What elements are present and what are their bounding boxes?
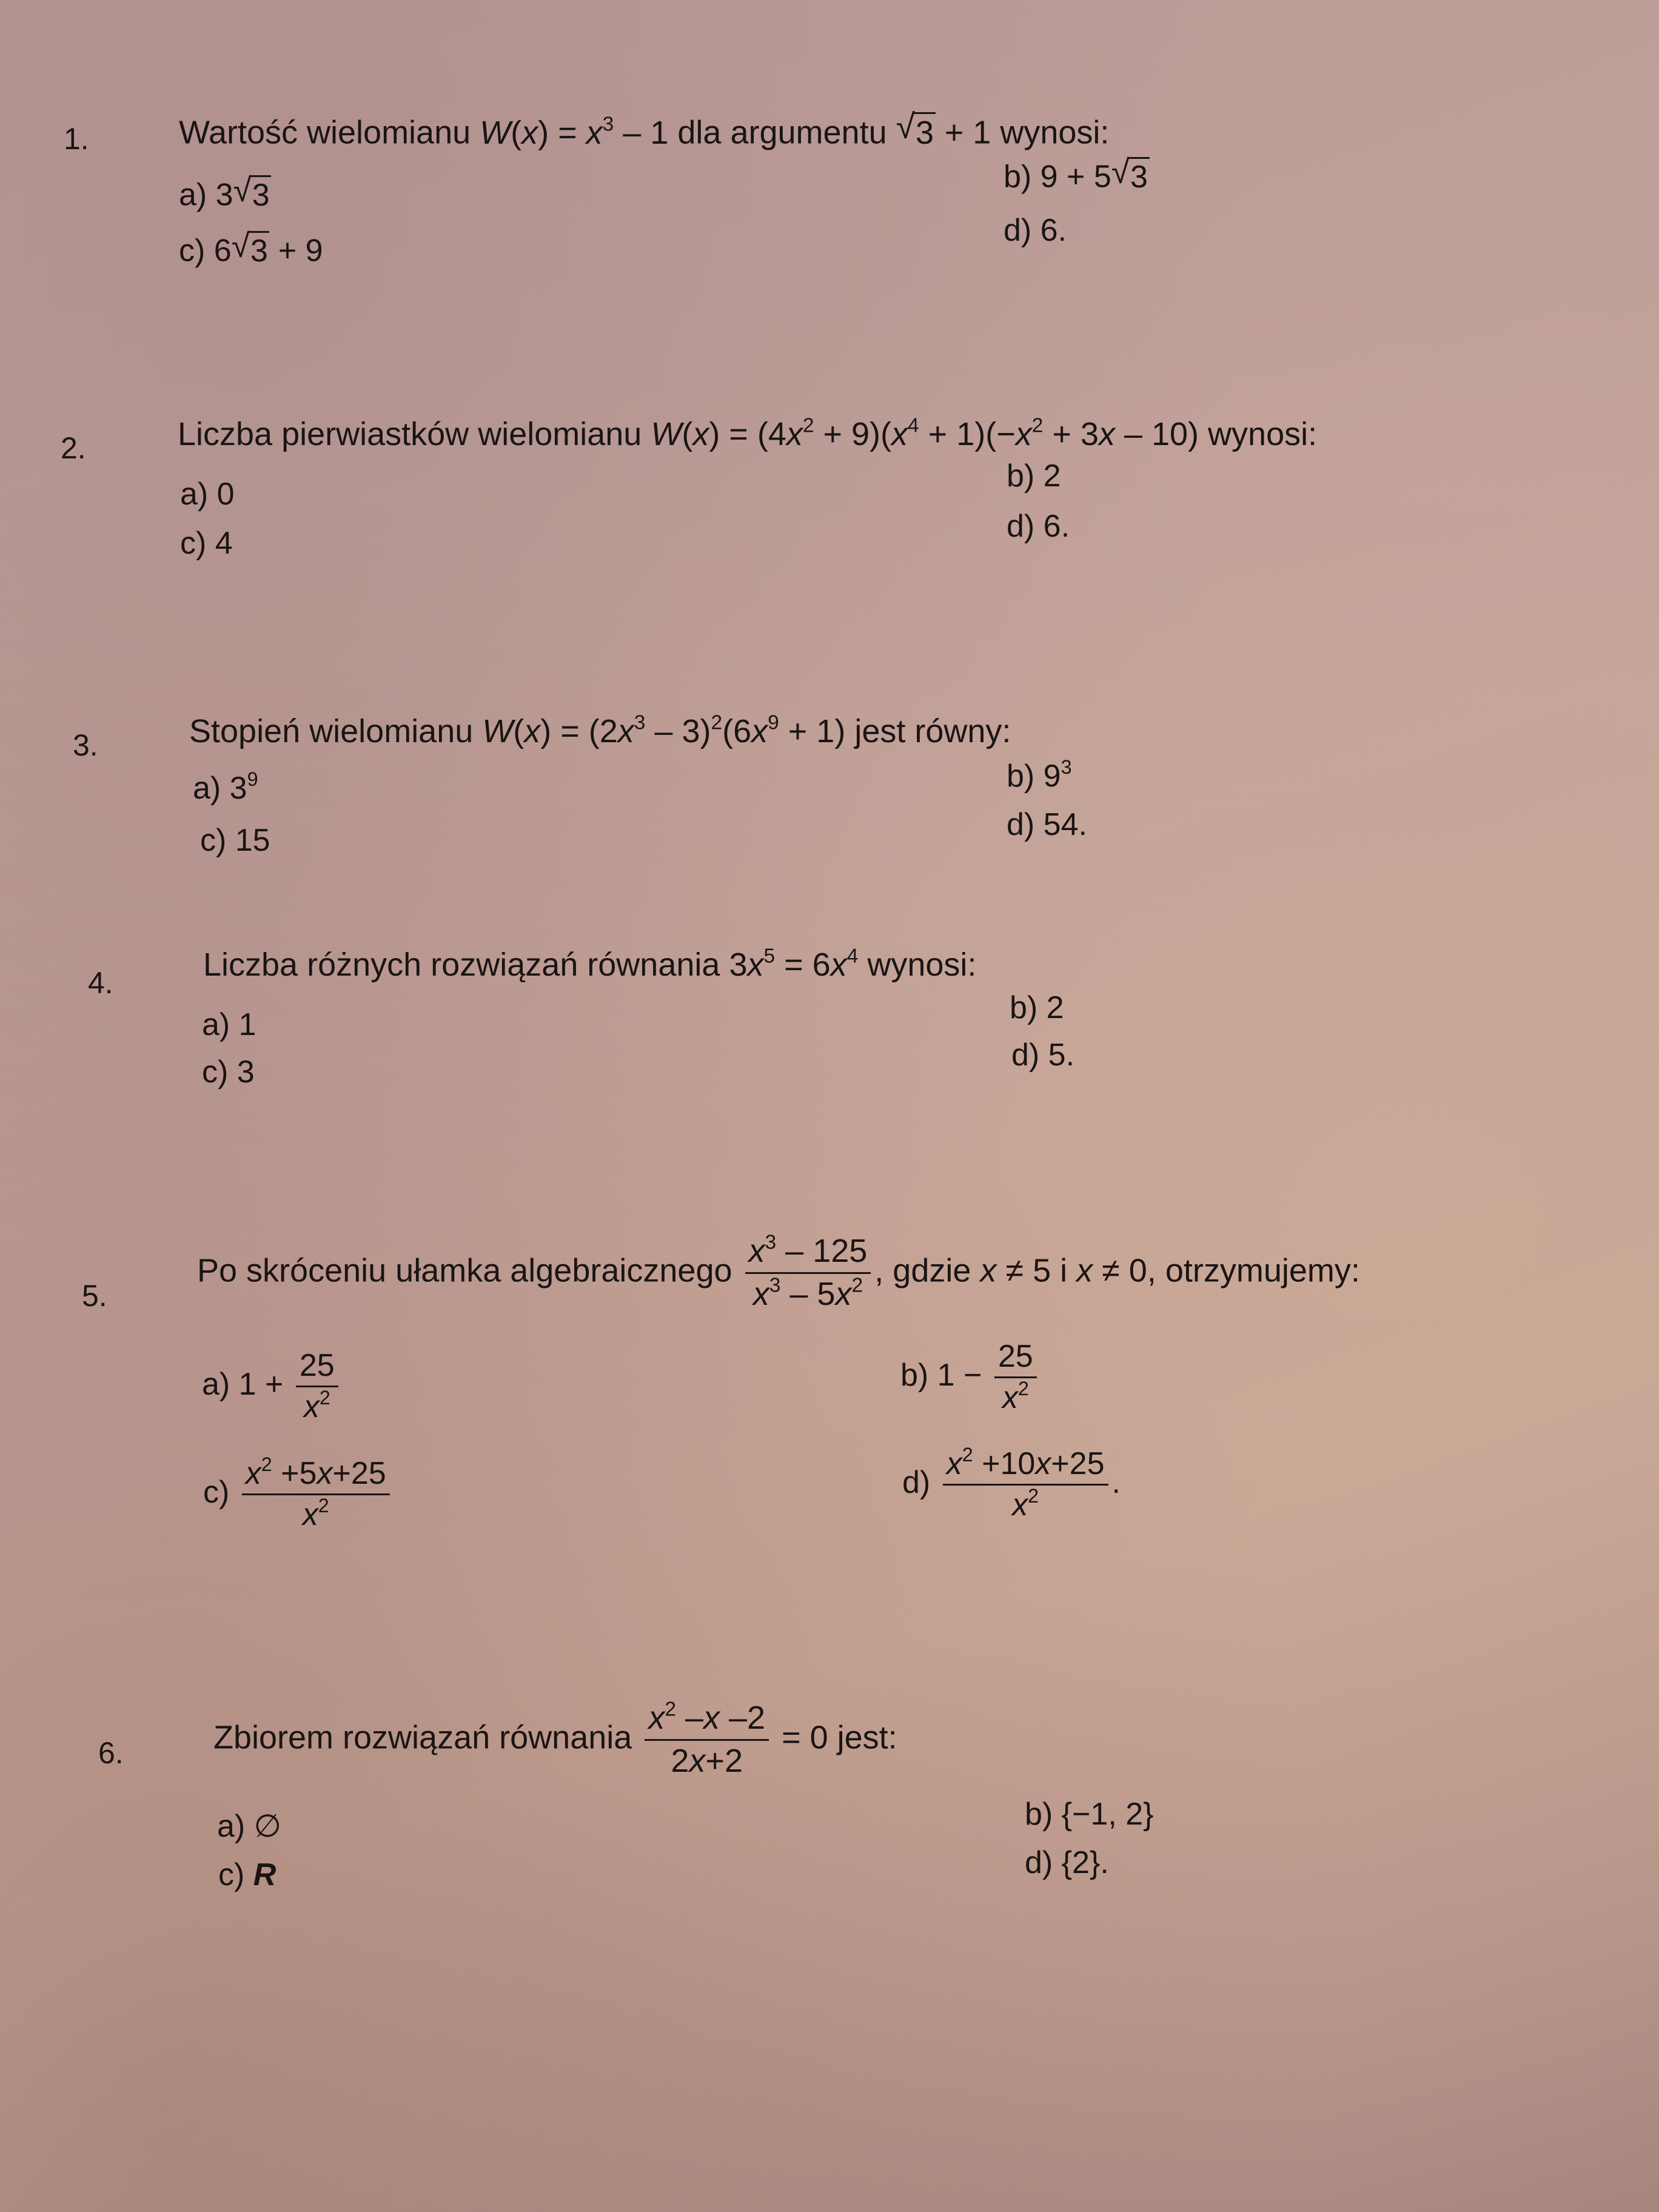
question-number: 3.	[73, 728, 98, 762]
math-expression: $W(x) = (4x^2 + 9)(x^4 + 1)(-x^2 + 3x - 10)$	[651, 414, 1199, 452]
question-number: 5.	[82, 1279, 107, 1313]
option-d[interactable]: d) {2}.	[1025, 1845, 1109, 1880]
math-expression: $W(x) = (2x^3 - 3)^2(6x^9 + 1)$	[482, 711, 846, 749]
option-b[interactable]: b) 2	[1010, 990, 1064, 1025]
option-a[interactable]: a) $3^9$	[193, 768, 258, 806]
math-expression: x ≠ 5 i x ≠ 0,	[980, 1252, 1156, 1289]
question-stem: Po skróceniu ułamka algebraicznego $\frac{x^3 - 125}{x^3 - 5x^2}$ , gdzie x ≠ 5 i x ≠ 0, otrzymujemy:	[197, 1231, 1360, 1315]
fraction: $\frac{x^3 - 125}{x^3 - 5x^2}$	[745, 1231, 871, 1315]
option-c[interactable]: c) 4	[180, 526, 233, 561]
question-stem: Liczba pierwiastków wielomianu $W(x) = (4x^2 + 9)(x^4 + 1)(-x^2 + 3x - 10)$ wynosi:	[178, 414, 1318, 452]
math-expression: $3x^5 = 6x^4$	[729, 945, 859, 983]
option-b[interactable]: b) 9 + 5 √ 3	[1004, 155, 1150, 195]
question-stem: Stopień wielomianu $W(x) = (2x^3 - 3)^2(6x^9 + 1)$ jest równy:	[189, 711, 1011, 749]
question-number: 1.	[64, 122, 89, 156]
option-d[interactable]: d) 6.	[1004, 213, 1067, 248]
question-number: 4.	[88, 966, 113, 1000]
option-b[interactable]: b) {−1, 2}	[1025, 1797, 1154, 1832]
option-a[interactable]: a) 3 √ 3	[179, 173, 271, 213]
option-d[interactable]: d) $\frac{x^2 +10x+25}{x^2}$ .	[902, 1444, 1121, 1523]
option-a[interactable]: a) ∅	[217, 1809, 281, 1844]
question-stem: Liczba różnych rozwiązań równania $3x^5 = 6x^4$ wynosi:	[203, 945, 977, 983]
option-c[interactable]: c) 3	[202, 1054, 255, 1090]
option-a[interactable]: a) 1	[202, 1007, 256, 1042]
option-d[interactable]: d) 54.	[1007, 807, 1087, 842]
option-a[interactable]: a) 0	[180, 477, 235, 512]
option-d[interactable]: d) 6.	[1007, 509, 1070, 544]
option-a[interactable]: a) 1 + $\frac{25}{x^2}$	[202, 1346, 342, 1427]
question-stem: Wartość wielomianu $W(x) = x^3 - 1$ dla argumentu √ 3 + 1 wynosi:	[179, 108, 1110, 151]
option-c[interactable]: c) $\frac{x^2 +5x+25}{x^2}$	[203, 1454, 394, 1535]
question-stem: Zbiorem rozwiązań równania $\frac{x^2 -x -2}{2x+2}$ = 0 jest:	[213, 1698, 897, 1781]
sqrt-3: √ 3	[896, 110, 936, 152]
option-d[interactable]: d) 5.	[1011, 1037, 1075, 1073]
option-b[interactable]: b) 1 − $\frac{25}{x^2}$	[900, 1337, 1041, 1418]
option-b[interactable]: b) $9^3$	[1007, 756, 1072, 794]
option-c[interactable]: c) 6 √ 3 + 9	[179, 227, 323, 269]
option-c[interactable]: c) R	[218, 1857, 276, 1892]
option-c[interactable]: c) 15	[200, 823, 270, 858]
fraction: $\frac{x^2 -x -2}{2x+2}$	[645, 1698, 769, 1781]
math-expression: $W(x) = x^3 - 1$	[480, 112, 669, 151]
question-number: 2.	[61, 431, 86, 465]
option-b[interactable]: b) 2	[1007, 458, 1061, 494]
question-number: 6.	[98, 1736, 124, 1770]
